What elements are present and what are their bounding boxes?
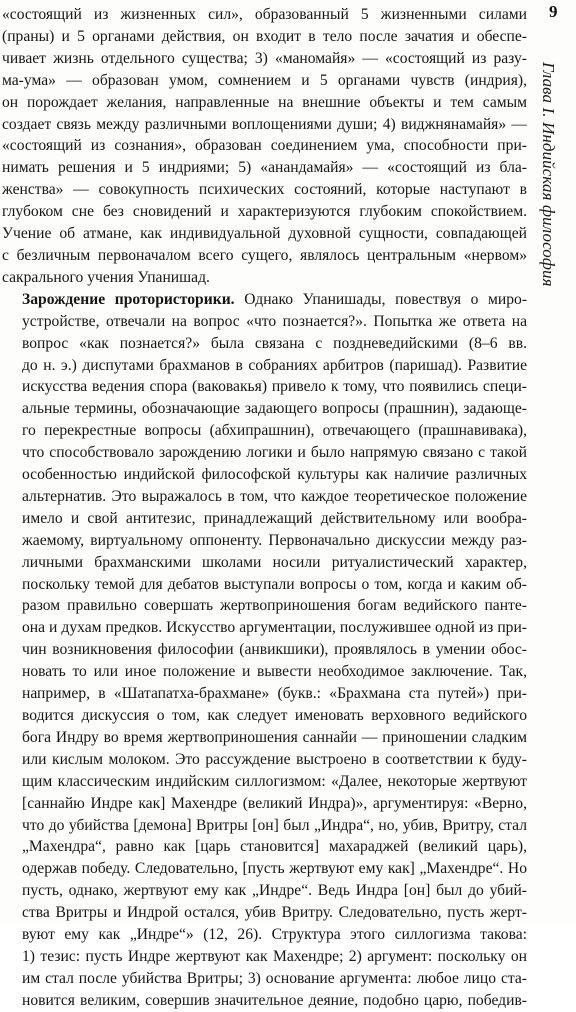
text-line: альтернатив. Это выражалось в том, что каждое теоретическое положение <box>22 487 527 505</box>
text-line: чивает жизнь отдельного существа; 3) «маномайя» — «состоящий из разу- <box>2 49 527 67</box>
text-line: жаемому, виртуальному оппоненту. Первоначально дискуссии между раз- <box>22 531 527 549</box>
text-line: новится великим, совершив значительное деяние, подобно царю, победив- <box>22 991 527 1009</box>
text-line: что до убийства [демона] Вритры [он] был „Индра“, но, убив, Вритру, стал <box>22 816 527 834</box>
text-line: имело и свой антитезис, принадлежащий действительному или вообра- <box>22 509 527 527</box>
text-line: создает связь между различными воплощениями души; 4) виджнянамайя» — <box>2 115 527 133</box>
text-line: нимать решения и 5 индриями; 5) «анандамайя» — «состоящий из бла- <box>2 159 527 177</box>
text-line: го перекрестные вопросы (абхипрашнин), отвечающего (прашнавивака), <box>22 422 527 440</box>
text-line: с безличным первоначалом всего сущего, являлось центральным «нервом» <box>2 246 527 264</box>
text-line: он порождает желания, направленные на внешние объекты и тем самым <box>2 93 527 111</box>
text-line: личными брахманскими школами носили ритуалистический характер, <box>22 553 527 571</box>
text-line: вопрос «как познается?» была связана с поздневедийскими (8–6 вв. <box>22 334 527 352</box>
text-line: разом правильно совершать жертвоприношения богам ведийского панте- <box>22 597 527 615</box>
text-run: Однако Упанишады, повествуя о миро- <box>234 290 528 308</box>
text-line: или кислым молоком. Это рассуждение выстроено в соответствии к буду- <box>22 750 527 768</box>
text-line: до н. э.) диспутами брахманов в собраниях арбитров (паришад). Развитие <box>22 356 527 374</box>
text-line: она и духам предков. Искусство аргументации, послужившее одной из при- <box>22 619 527 637</box>
section-heading: Зарождение протористорики. <box>22 290 235 308</box>
text-line: им стал после убийства Вритры; 3) основание аргумента: любое лицо ста- <box>22 969 527 987</box>
text-line: сакрального учения Упанишад. <box>2 268 210 286</box>
text-line: водится дискуссия о том, как следует именовать верховного ведийского <box>22 707 527 724</box>
text-line-first <box>2 289 527 311</box>
text-line: особенностью индийской философской культуры как наличие различных <box>22 466 527 484</box>
text-line: «состоящий из сознания», образован соединением ума, способности при- <box>2 137 527 155</box>
text-line: ма-ума» — образован умом, сомнением и 5 органами чувств (индрия), <box>2 71 527 89</box>
running-head-text: Глава I. Индийская философия <box>539 62 558 287</box>
text-line: одержав победу. Следовательно, [пусть жертвуют ему как] „Махендре“. Но <box>22 860 527 878</box>
text-line: искусства ведения спора (ваковакья) привело к тому, что появились специ- <box>22 378 527 396</box>
text-line: 1) тезис: пусть Индре жертвуют как Махендре; 2) аргумент: поскольку он <box>22 947 527 965</box>
text-line: бога Индру во время жертвоприношения саннайи — приношении сладким <box>22 728 527 746</box>
text-line: Учение об атмане, как индивидуальной духовной сущности, совпадающей <box>2 225 527 243</box>
paragraph-atman <box>2 4 527 289</box>
text-line: ства Вритры и Индрой остался, убив Вритру. Следовательно, пусть жерт- <box>22 904 527 922</box>
text-line: женства» — совокупность психических состояний, которые наступают в <box>2 181 527 199</box>
body-text <box>2 4 527 1012</box>
text-line: новать то или иное положение и вывести необходимое заключение. Так, <box>22 663 527 681</box>
page-number: 9 <box>549 2 558 21</box>
running-head <box>528 62 568 362</box>
text-line: вуют ему как „Индре“» (12, 26). Структура этого силлогизма такова: <box>22 926 527 944</box>
text-line: щим классическим индийским силлогизмом: «Далее, некоторые жертвуют <box>22 772 527 790</box>
text-line: устройстве, отвечали на вопрос «что познается?». Попытка же ответа на <box>22 312 527 330</box>
text-line: чин возникновения философии (анвикшики), проявлялось в умении обос- <box>22 641 527 659</box>
text-line: [саннайю Индре как] Махендре (великий Индра)», аргументируя: «Верно, <box>22 794 527 812</box>
text-line: пусть, однако, жертвуют ему как „Индре“. Ведь Индра [он] был до убий- <box>22 882 527 900</box>
text-line: поскольку темой для дебатов выступали вопросы о том, когда и каким об- <box>22 575 527 593</box>
text-line: например, в «Шатапатха-брахмане» (букв.: «Брахмана ста путей») при- <box>22 685 527 703</box>
text-line: „Махендра“, равно как [царь становится] махараджей (великий царь), <box>22 838 527 856</box>
paragraph-protohistory <box>2 289 527 1012</box>
text-line: альные термины, обозначающие задающего вопросы (прашнин), задающе- <box>22 400 527 418</box>
text-line: (праны) и 5 органами действия, он входит в тело после зачатия и обеспе- <box>2 27 527 45</box>
text-line: «состоящий из жизненных сил», образованный 5 жизненными силами <box>2 6 527 23</box>
text-line: глубоком сне без сновидений и характеризуются глубоким спокойствием. <box>2 203 527 221</box>
text-line: что способствовало зарождению логики и было напрямую связано с такой <box>22 444 527 462</box>
